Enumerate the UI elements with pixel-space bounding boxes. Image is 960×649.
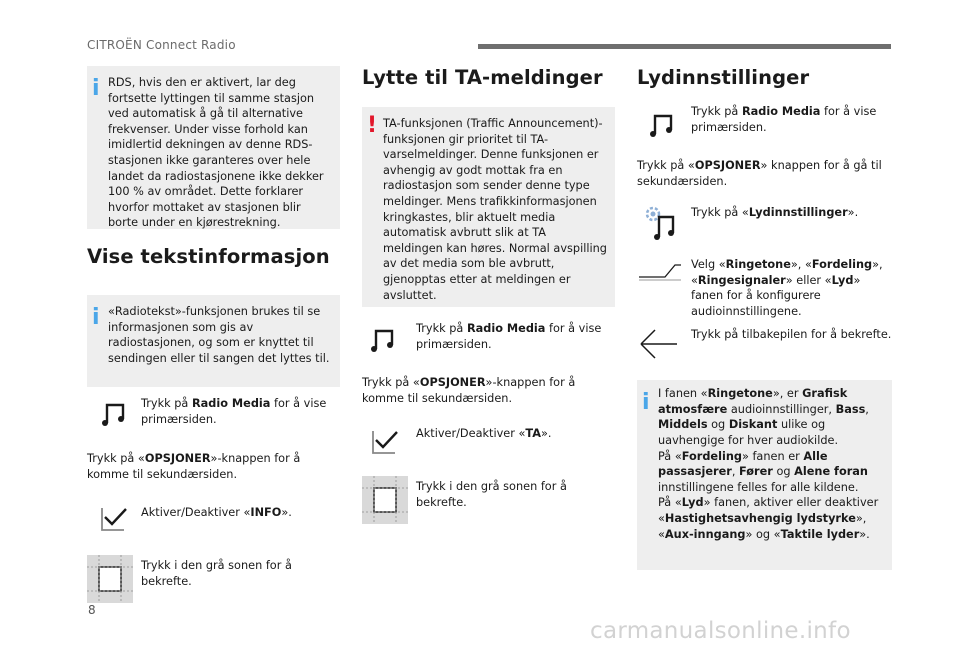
music-note-icon xyxy=(99,399,129,429)
column-3 xyxy=(637,66,892,570)
header-title: CITROËN Connect Radio xyxy=(87,38,236,52)
step-lydinnstillinger-text: Trykk på «Lydinnstillinger». xyxy=(691,206,859,220)
header-bar xyxy=(478,44,891,49)
step-opsjoner-3-text: Trykk på «OPSJONER» knappen for å gå til sekundærsiden. xyxy=(637,159,882,188)
back-arrow-icon xyxy=(637,324,681,364)
step-velg-fane-text: Velg «Ringetone», «Fordeling», «Ringesignaler» eller «Lyd» fanen for å konfigurere audioinnstillingene. xyxy=(691,258,883,318)
heading-lydinnstillinger: Lydinnstillinger xyxy=(637,66,810,89)
sound-info-box xyxy=(637,380,892,570)
step-ta-toggle-text: Aktiver/Deaktiver «TA». xyxy=(416,427,552,441)
page-number: 8 xyxy=(88,603,96,617)
radiotext-note-text: «Radiotekst»-funksjonen brukes til se informasjonen som gis av radiostasjonen, og som er knyttet til sendingen eller til sangen det lyttes til. xyxy=(108,305,330,365)
heading-vise-tekstinformasjon: Vise tekstinformasjon xyxy=(87,245,330,268)
step-info-toggle xyxy=(87,503,340,543)
step-radio-media xyxy=(87,396,340,436)
step-back-arrow-text: Trykk på tilbakepilen for å bekrefte. xyxy=(691,328,892,342)
info-icon: i xyxy=(92,305,100,330)
step-ta-toggle xyxy=(362,424,615,464)
checkbox-check-icon xyxy=(370,428,400,458)
step-radio-media-2-text: Trykk på Radio Media for å vise primærsiden. xyxy=(416,322,602,351)
heading-lytte-til-ta: Lytte til TA-meldinger xyxy=(362,66,603,89)
radiotext-note-box xyxy=(87,295,340,387)
warning-icon: ! xyxy=(367,113,378,138)
step-grey-zone-2-text: Trykk i den grå sonen for å bekrefte. xyxy=(416,480,567,509)
sound-info-text: I fanen «Ringetone», er Grafisk atmosfære audioinnstillinger, Bass, Middels og Diskant ulike og uavhengige for hver audiokilde. På «Fordeling» fanen er Alle passasjerer, Fører og Alene foran innstillingene felles for alle kildene. På «Lyd» fanen, aktiver eller deaktiver «Hastighetsavhengig lydstyrke», «Aux-inngang» og «Taktile lyder». xyxy=(658,387,879,541)
step-opsjoner-text: Trykk på «OPSJONER»-knappen for å komme til sekundærsiden. xyxy=(87,452,301,481)
step-radio-media-3 xyxy=(637,104,892,146)
step-lydinnstillinger xyxy=(637,203,892,249)
ta-warning-box xyxy=(362,107,615,307)
rds-note-box xyxy=(87,66,340,229)
step-info-toggle-text: Aktiver/Deaktiver «INFO». xyxy=(141,506,292,520)
watermark: carmanualsonline.info xyxy=(590,618,851,644)
step-radio-media-text: Trykk på Radio Media for å vise primærsiden. xyxy=(141,397,327,426)
column-2 xyxy=(362,66,615,524)
checkbox-check-icon xyxy=(99,505,129,535)
step-back-arrow xyxy=(637,324,892,372)
step-grey-zone xyxy=(87,555,340,603)
tab-shape-icon xyxy=(637,261,681,281)
music-note-icon xyxy=(647,110,677,140)
music-note-icon xyxy=(368,325,398,355)
column-1 xyxy=(87,66,340,603)
grey-zone-icon xyxy=(87,555,133,603)
step-opsjoner-2-text: Trykk på «OPSJONER»-knappen for å komme til sekundærsiden. xyxy=(362,376,576,405)
info-icon: i xyxy=(92,76,100,101)
step-grey-zone-2 xyxy=(362,476,615,524)
step-radio-media-2 xyxy=(362,321,615,363)
step-grey-zone-text: Trykk i den grå sonen for å bekrefte. xyxy=(141,559,292,588)
step-radio-media-3-text: Trykk på Radio Media for å vise primærsiden. xyxy=(691,105,877,134)
grey-zone-icon xyxy=(362,476,408,524)
sound-settings-icon xyxy=(641,203,677,243)
info-icon: i xyxy=(642,390,650,416)
step-velg-fane xyxy=(637,257,892,318)
ta-warning-text: TA-funksjonen (Traffic Announcement)-funksjonen gir prioritet til TA-varselmeldinger. Denne funksjonen er avhengig av godt mottak fra en radiostasjon som sender denne type meldinger. Mens trafikkinformasjonen kringkastes, blir aktuelt media automatisk avbrutt slik at TA meldingen kan høres. Normal avspilling av det media som ble avbrutt, gjenopptas etter at meldingen er avsluttet. xyxy=(383,117,607,302)
rds-note-text: RDS, hvis den er aktivert, lar deg fortsette lyttingen til samme stasjon ved automatisk å gå til alternative frekvenser. Under visse forhold kan imidlertid dekningen av denne RDS-stasjonen ikke garanteres over hele landet da radiostasjonene ikke dekker 100 % av området. Dette forklarer hvorfor mottaket av stasjonen blir borte under en kjørestrekning. xyxy=(108,76,324,230)
